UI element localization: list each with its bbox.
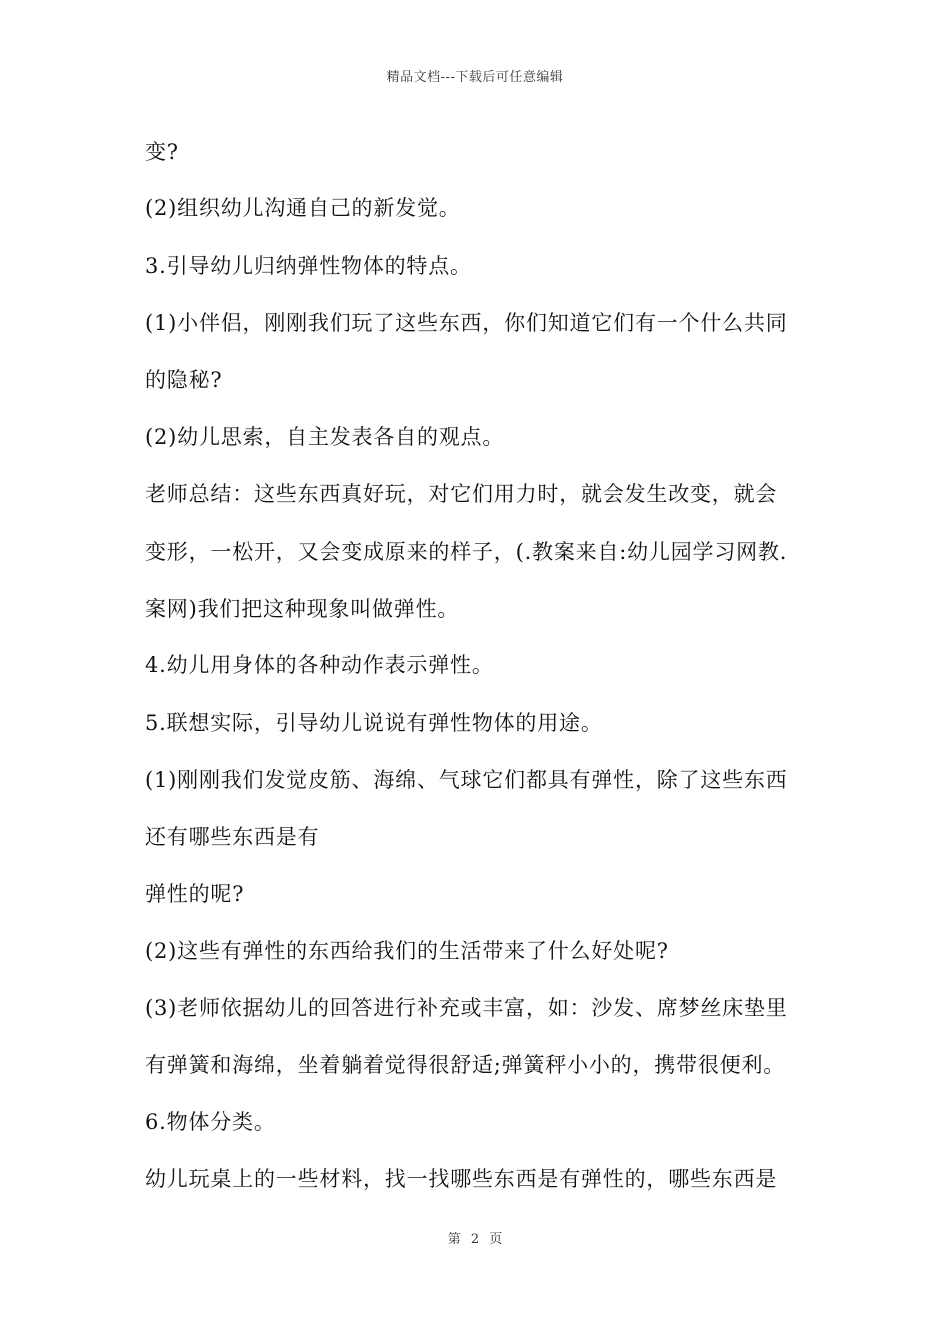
text-line: 5.联想实际，引导幼儿说说有弹性物体的用途。 xyxy=(145,711,603,735)
page-label-suffix: 页 xyxy=(489,1232,503,1247)
text-line: (2)幼儿思索，自主发表各自的观点。 xyxy=(145,425,505,449)
text-line: 6.物体分类。 xyxy=(145,1110,276,1134)
text-line: 有弹簧和海绵，坐着躺着觉得很舒适;弹簧秤小小的，携带很便利。 xyxy=(145,1053,786,1077)
text-line: (3)老师依据幼儿的回答进行补充或丰富，如：沙发、席梦丝床垫里 xyxy=(145,996,788,1020)
page-header: 精品文档---下载后可任意编辑 xyxy=(386,70,564,85)
text-line: 幼儿玩桌上的一些材料，找一找哪些东西是有弹性的，哪些东西是 xyxy=(145,1167,778,1191)
text-line: 4.幼儿用身体的各种动作表示弹性。 xyxy=(145,653,494,677)
text-line: 弹性的呢? xyxy=(145,882,245,906)
text-line: 3.引导幼儿归纳弹性物体的特点。 xyxy=(145,254,472,278)
text-line: 老师总结：这些东西真好玩，对它们用力时，就会发生改变，就会 xyxy=(145,482,778,506)
page-label-prefix: 第 xyxy=(447,1232,461,1247)
text-line: 还有哪些东西是有 xyxy=(145,825,320,849)
text-line: (1)刚刚我们发觉皮筋、海绵、气球它们都具有弹性，除了这些东西 xyxy=(145,768,788,792)
text-line: 变? xyxy=(145,140,179,164)
text-line: 变形，一松开，又会变成原来的样子，(.教案来自:幼儿园学习网教. xyxy=(145,540,788,564)
text-line: (2)组织幼儿沟通自己的新发觉。 xyxy=(145,196,461,220)
page-number: 2 xyxy=(470,1232,480,1247)
text-line: (1)小伴侣，刚刚我们玩了这些东西，你们知道它们有一个什么共同 xyxy=(145,311,788,335)
text-line: 案网)我们把这种现象叫做弹性。 xyxy=(145,597,460,621)
text-line: 的隐秘? xyxy=(145,368,223,392)
text-line: (2)这些有弹性的东西给我们的生活带来了什么好处呢? xyxy=(145,939,669,963)
page-footer xyxy=(0,1228,950,1247)
